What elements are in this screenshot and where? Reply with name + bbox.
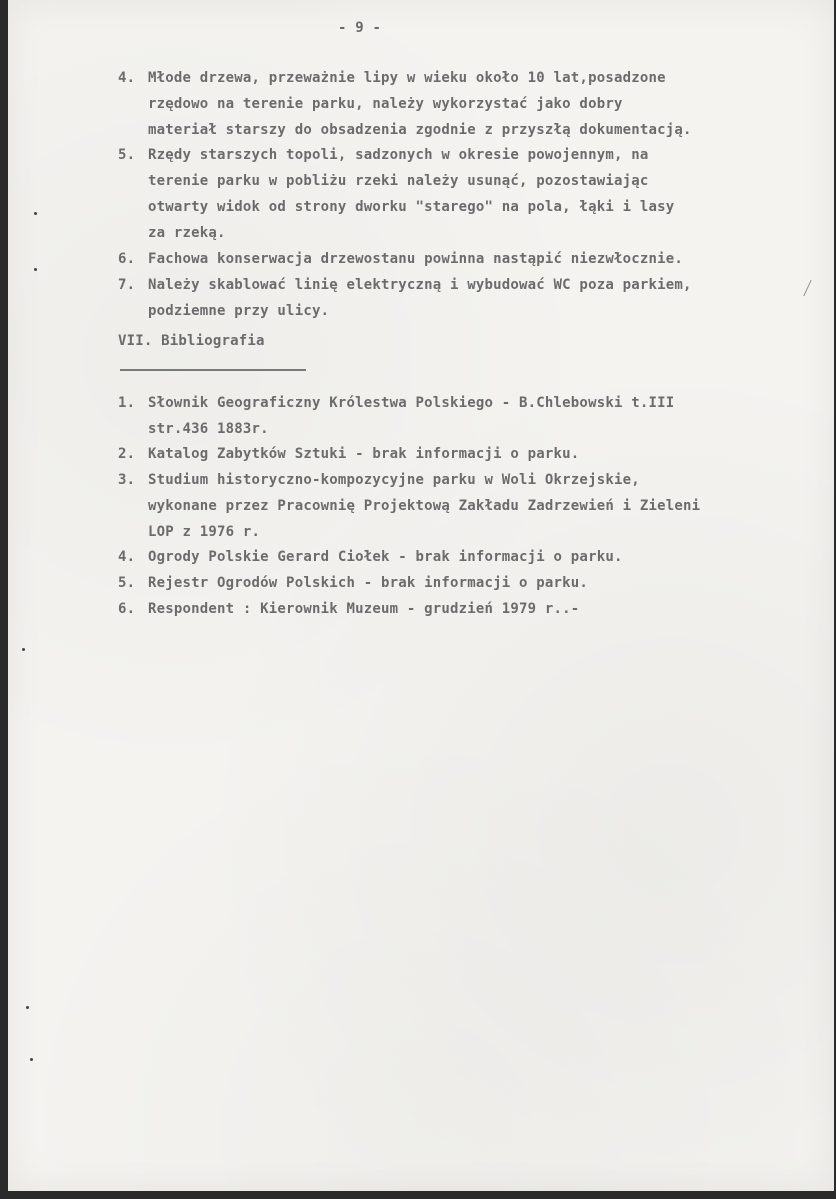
item-number: 7.: [118, 277, 136, 293]
item-line: podziemne przy ulicy.: [148, 303, 330, 319]
item-number: 4.: [118, 549, 136, 565]
item-number: 5.: [118, 575, 136, 591]
item-line: Ogrody Polskie Gerard Ciołek - brak informacji o parku.: [148, 549, 623, 565]
margin-dot: [30, 1058, 33, 1061]
item-number: 2.: [118, 446, 136, 462]
item-line: Rzędy starszych topoli, sadzonych w okresie powojennym, na: [148, 147, 649, 163]
item-line: Rejestr Ogrodów Polskich - brak informacji o parku.: [148, 575, 589, 591]
item-line: Studium historyczno-kompozycyjne parku w Woli Okrzejskie,: [148, 472, 640, 488]
item-line: Należy skablować linię elektryczną i wybudować WC poza parkiem,: [148, 277, 692, 293]
margin-dot: [34, 268, 37, 271]
item-line: LOP z 1976 r.: [148, 524, 261, 540]
item-line: Respondent : Kierownik Muzeum - grudzień 1979 r..-: [148, 601, 580, 617]
item-line: terenie parku w pobliżu rzeki należy usunąć, pozostawiając: [148, 173, 649, 189]
item-line: materiał starszy do obsadzenia zgodnie z przyszłą dokumentacją.: [148, 122, 692, 138]
section-heading: VII. Bibliografia: [118, 333, 265, 349]
item-line: Fachowa konserwacja drzewostanu powinna nastąpić niezwłocznie.: [148, 251, 683, 267]
item-line: wykonane przez Pracownię Projektową Zakładu Zadrzewień i Zieleni: [148, 498, 701, 514]
margin-dot: [22, 648, 25, 651]
item-line: str.436 1883r.: [148, 421, 269, 437]
item-line: rzędowo na terenie parku, należy wykorzystać jako dobry: [148, 96, 623, 112]
item-number: 4.: [118, 70, 136, 86]
item-line: Słownik Geograficzny Królestwa Polskiego - B.Chlebowski t.III: [148, 395, 675, 411]
item-number: 5.: [118, 147, 136, 163]
page-number: - 9 -: [338, 20, 382, 36]
heading-underline: [120, 369, 306, 371]
item-line: otwarty widok od strony dworku "starego" na pola, łąki i lasy: [148, 199, 675, 215]
margin-dot: [26, 1006, 29, 1009]
item-number: 6.: [118, 601, 136, 617]
item-number: 6.: [118, 251, 136, 267]
pen-mark: [793, 280, 811, 296]
margin-dot: [34, 212, 37, 215]
item-line: Katalog Zabytków Sztuki - brak informacji o parku.: [148, 446, 580, 462]
item-line: za rzeką.: [148, 225, 226, 241]
item-number: 3.: [118, 472, 136, 488]
item-line: Młode drzewa, przeważnie lipy w wieku około 10 lat,posadzone: [148, 70, 666, 86]
document-page: [8, 0, 834, 1191]
item-number: 1.: [118, 395, 136, 411]
